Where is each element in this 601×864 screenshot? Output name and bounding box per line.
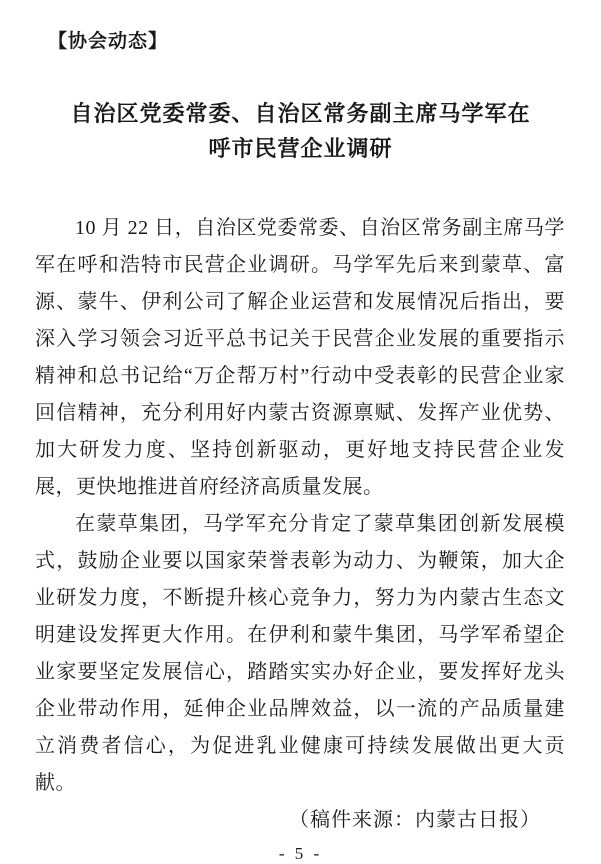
article-title <box>0 96 601 166</box>
section-header: 【协会动态】 <box>48 31 169 52</box>
source-attribution: （稿件来源：内蒙古日报） <box>289 809 541 831</box>
page-number: - 5 - <box>278 844 323 863</box>
article-title-line-1: 自治区党委常委、自治区常务副主席马学军在 <box>70 101 531 126</box>
article-body <box>35 210 565 839</box>
article-title-line-2: 呼市民营企业调研 <box>208 136 393 161</box>
paragraph-2: 在蒙草集团，马学军充分肯定了蒙草集团创新发展模式，鼓励企业要以国家荣誉表彰为动力、为鞭策，加大企业研发力度，不断提升核心竞争力，努力为内蒙古生态文明建设发挥更大作用。在伊利和蒙牛集团，马学军希望企业家要坚定发展信心，踏踏实实办好企业，要发挥好龙头企业带动作用，延伸企业品牌效益，以一流的产品质量建立消费者信心，为促进乳业健康可持续发展做出更大贡献。 <box>35 513 565 794</box>
paragraph-1: 10 月 22 日，自治区党委常委、自治区常务副主席马学军在呼和浩特市民营企业调研。马学军先后来到蒙草、富源、蒙牛、伊利公司了解企业运营和发展情况后指出，要深入学习领会习近平总书记关于民营企业发展的重要指示精神和总书记给“万企帮万村”行动中受表彰的民营企业家回信精神，充分利用好内蒙古资源禀赋、发挥产业优势、加大研发力度、坚持创新驱动，更好地支持民营企业发展，更快地推进首府经济高质量发展。 <box>35 217 565 498</box>
